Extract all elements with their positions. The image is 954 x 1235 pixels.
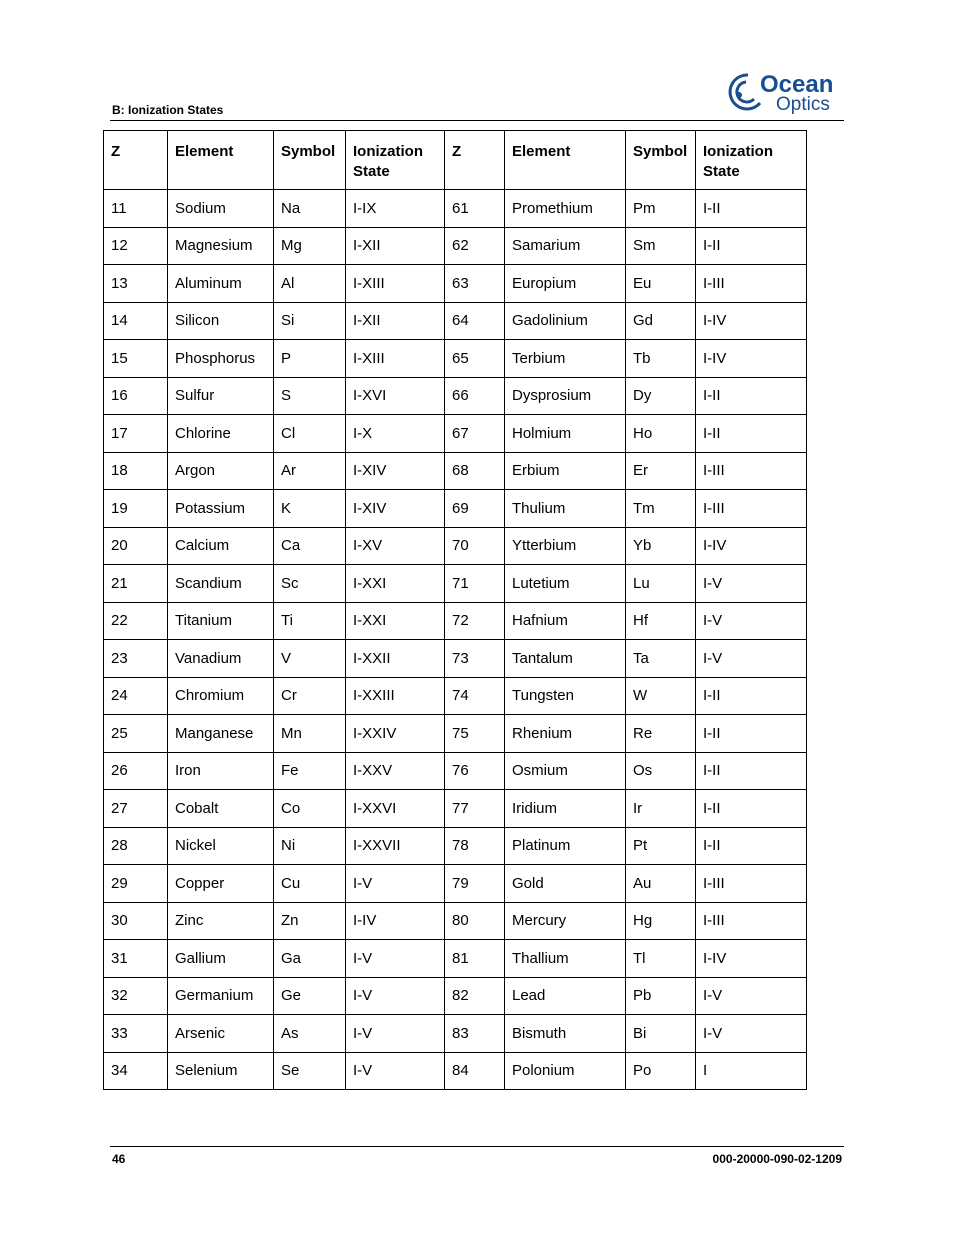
table-cell: Iron	[168, 752, 274, 790]
table-cell: I-III	[696, 265, 807, 303]
table-cell: I-XXI	[346, 565, 445, 603]
table-cell: Mn	[274, 715, 346, 753]
table-cell: Hg	[626, 902, 696, 940]
table-cell: 77	[445, 790, 505, 828]
table-cell: 70	[445, 527, 505, 565]
table-row	[104, 602, 807, 640]
table-row	[104, 790, 807, 828]
table-cell: Na	[274, 190, 346, 228]
table-cell: Ir	[626, 790, 696, 828]
table-cell: 26	[104, 752, 168, 790]
table-cell: 82	[445, 977, 505, 1015]
table-cell: S	[274, 377, 346, 415]
table-cell: Gadolinium	[505, 302, 626, 340]
table-cell: Tungsten	[505, 677, 626, 715]
table-cell: I-III	[696, 452, 807, 490]
table-row	[104, 452, 807, 490]
table-cell: I-IX	[346, 190, 445, 228]
table-cell: 67	[445, 415, 505, 453]
table-cell: Lead	[505, 977, 626, 1015]
table-cell: I-IV	[696, 302, 807, 340]
table-cell: Iridium	[505, 790, 626, 828]
column-header: Ionization State	[346, 131, 445, 190]
table-cell: I-XXI	[346, 602, 445, 640]
table-cell: 12	[104, 227, 168, 265]
table-row	[104, 377, 807, 415]
table-row	[104, 490, 807, 528]
table-cell: Pb	[626, 977, 696, 1015]
table-cell: 28	[104, 827, 168, 865]
table-cell: Dy	[626, 377, 696, 415]
column-header: Z	[445, 131, 505, 190]
table-cell: Arsenic	[168, 1015, 274, 1053]
table-cell: I-XXV	[346, 752, 445, 790]
table-row	[104, 265, 807, 303]
table-cell: Scandium	[168, 565, 274, 603]
table-cell: 68	[445, 452, 505, 490]
table-cell: I-III	[696, 902, 807, 940]
ocean-optics-logo	[726, 70, 846, 116]
table-row	[104, 415, 807, 453]
table-row	[104, 715, 807, 753]
table-cell: Pm	[626, 190, 696, 228]
table-cell: Ho	[626, 415, 696, 453]
table-cell: Si	[274, 302, 346, 340]
table-cell: Germanium	[168, 977, 274, 1015]
table-cell: 69	[445, 490, 505, 528]
column-header: Symbol	[274, 131, 346, 190]
table-cell: I-III	[696, 865, 807, 903]
table-cell: I-V	[346, 977, 445, 1015]
table-cell: I-II	[696, 752, 807, 790]
table-cell: 32	[104, 977, 168, 1015]
table-cell: 30	[104, 902, 168, 940]
table-cell: Tb	[626, 340, 696, 378]
column-header: Ionization State	[696, 131, 807, 190]
table-cell: Sulfur	[168, 377, 274, 415]
table-cell: I-IV	[696, 340, 807, 378]
table-row	[104, 902, 807, 940]
table-cell: Ti	[274, 602, 346, 640]
table-cell: I-X	[346, 415, 445, 453]
table-cell: I-XVI	[346, 377, 445, 415]
table-cell: Manganese	[168, 715, 274, 753]
table-cell: Bismuth	[505, 1015, 626, 1053]
table-cell: I-XXVII	[346, 827, 445, 865]
table-cell: Magnesium	[168, 227, 274, 265]
table-cell: Ta	[626, 640, 696, 678]
table-cell: 73	[445, 640, 505, 678]
table-cell: I-V	[696, 640, 807, 678]
table-cell: 65	[445, 340, 505, 378]
table-row	[104, 527, 807, 565]
table-row	[104, 227, 807, 265]
table-cell: Au	[626, 865, 696, 903]
table-cell: Thallium	[505, 940, 626, 978]
table-cell: Tantalum	[505, 640, 626, 678]
table-cell: I-XIV	[346, 490, 445, 528]
table-row	[104, 190, 807, 228]
table-cell: I-II	[696, 227, 807, 265]
table-cell: Cl	[274, 415, 346, 453]
table-cell: 27	[104, 790, 168, 828]
table-cell: 62	[445, 227, 505, 265]
table-cell: Europium	[505, 265, 626, 303]
table-cell: Osmium	[505, 752, 626, 790]
document-number: 000-20000-090-02-1209	[712, 1152, 842, 1166]
table-cell: I-II	[696, 190, 807, 228]
ionization-table	[103, 130, 807, 1090]
svg-text:Ocean: Ocean	[760, 71, 834, 98]
table-cell: I-XIII	[346, 340, 445, 378]
table-cell: Sodium	[168, 190, 274, 228]
table-cell: I-IV	[346, 902, 445, 940]
table-cell: K	[274, 490, 346, 528]
table-row	[104, 677, 807, 715]
table-cell: I-IV	[696, 527, 807, 565]
table-cell: Sc	[274, 565, 346, 603]
table-cell: Potassium	[168, 490, 274, 528]
table-cell: Yb	[626, 527, 696, 565]
table-cell: Cr	[274, 677, 346, 715]
table-cell: 18	[104, 452, 168, 490]
table-cell: I-IV	[696, 940, 807, 978]
table-cell: 80	[445, 902, 505, 940]
table-cell: Vanadium	[168, 640, 274, 678]
table-cell: Promethium	[505, 190, 626, 228]
table-cell: 61	[445, 190, 505, 228]
table-cell: 78	[445, 827, 505, 865]
table-cell: Mercury	[505, 902, 626, 940]
table-cell: Argon	[168, 452, 274, 490]
table-cell: Hafnium	[505, 602, 626, 640]
page-number: 46	[112, 1152, 126, 1166]
table-cell: Bi	[626, 1015, 696, 1053]
table-cell: As	[274, 1015, 346, 1053]
table-cell: Ga	[274, 940, 346, 978]
table-row	[104, 1052, 807, 1090]
table-cell: Lutetium	[505, 565, 626, 603]
table-cell: Er	[626, 452, 696, 490]
table-row	[104, 865, 807, 903]
table-cell: Gold	[505, 865, 626, 903]
table-cell: Aluminum	[168, 265, 274, 303]
table-cell: Se	[274, 1052, 346, 1090]
table-cell: Mg	[274, 227, 346, 265]
table-cell: 81	[445, 940, 505, 978]
table-cell: 14	[104, 302, 168, 340]
table-cell: I-XXIII	[346, 677, 445, 715]
table-cell: Ar	[274, 452, 346, 490]
table-cell: Gallium	[168, 940, 274, 978]
table-cell: Erbium	[505, 452, 626, 490]
table-cell: Os	[626, 752, 696, 790]
table-cell: Cu	[274, 865, 346, 903]
table-cell: Lu	[626, 565, 696, 603]
table-row	[104, 827, 807, 865]
table-cell: 25	[104, 715, 168, 753]
table-cell: I-V	[346, 940, 445, 978]
table-row	[104, 1015, 807, 1053]
table-cell: I-XII	[346, 227, 445, 265]
table-cell: Tm	[626, 490, 696, 528]
table-cell: 79	[445, 865, 505, 903]
table-cell: Thulium	[505, 490, 626, 528]
table-cell: 11	[104, 190, 168, 228]
table-cell: 64	[445, 302, 505, 340]
table-cell: Al	[274, 265, 346, 303]
table-row	[104, 977, 807, 1015]
table-cell: 13	[104, 265, 168, 303]
table-cell: I-III	[696, 490, 807, 528]
table-cell: Holmium	[505, 415, 626, 453]
table-cell: 31	[104, 940, 168, 978]
table-cell: Pt	[626, 827, 696, 865]
footer-divider	[110, 1146, 844, 1147]
table-cell: 72	[445, 602, 505, 640]
table-cell: I-XV	[346, 527, 445, 565]
table-cell: Sm	[626, 227, 696, 265]
table-row	[104, 340, 807, 378]
table-row	[104, 565, 807, 603]
table-cell: 74	[445, 677, 505, 715]
table-cell: I-II	[696, 715, 807, 753]
table-cell: Cobalt	[168, 790, 274, 828]
table-cell: Polonium	[505, 1052, 626, 1090]
table-cell: 23	[104, 640, 168, 678]
table-cell: Calcium	[168, 527, 274, 565]
table-cell: Po	[626, 1052, 696, 1090]
column-header: Symbol	[626, 131, 696, 190]
table-cell: Chlorine	[168, 415, 274, 453]
table-cell: 71	[445, 565, 505, 603]
table-cell: I-II	[696, 415, 807, 453]
table-cell: Platinum	[505, 827, 626, 865]
table-cell: 76	[445, 752, 505, 790]
table-cell: Ge	[274, 977, 346, 1015]
table-cell: I-XXVI	[346, 790, 445, 828]
table-cell: I-II	[696, 790, 807, 828]
table-cell: 16	[104, 377, 168, 415]
table-cell: 22	[104, 602, 168, 640]
table-cell: 75	[445, 715, 505, 753]
table-cell: Selenium	[168, 1052, 274, 1090]
table-cell: 15	[104, 340, 168, 378]
table-cell: I-XIII	[346, 265, 445, 303]
table-row	[104, 640, 807, 678]
table-cell: I-XIV	[346, 452, 445, 490]
table-cell: Ytterbium	[505, 527, 626, 565]
table-cell: Dysprosium	[505, 377, 626, 415]
table-cell: 83	[445, 1015, 505, 1053]
table-cell: 34	[104, 1052, 168, 1090]
table-cell: Phosphorus	[168, 340, 274, 378]
table-cell: Copper	[168, 865, 274, 903]
table-cell: I	[696, 1052, 807, 1090]
table-cell: I-V	[696, 977, 807, 1015]
table-cell: Terbium	[505, 340, 626, 378]
table-cell: Re	[626, 715, 696, 753]
table-cell: 20	[104, 527, 168, 565]
table-cell: Silicon	[168, 302, 274, 340]
table-cell: I-XXII	[346, 640, 445, 678]
table-cell: Chromium	[168, 677, 274, 715]
table-cell: 21	[104, 565, 168, 603]
table-cell: 84	[445, 1052, 505, 1090]
table-cell: Zn	[274, 902, 346, 940]
table-cell: Hf	[626, 602, 696, 640]
section-title: B: Ionization States	[112, 103, 224, 117]
table-cell: Zinc	[168, 902, 274, 940]
table-cell: Nickel	[168, 827, 274, 865]
table-cell: I-V	[346, 1015, 445, 1053]
table-cell: Co	[274, 790, 346, 828]
table-cell: I-V	[346, 865, 445, 903]
table-cell: I-V	[696, 1015, 807, 1053]
table-cell: I-V	[346, 1052, 445, 1090]
table-cell: P	[274, 340, 346, 378]
table-header-row	[104, 131, 807, 190]
column-header: Z	[104, 131, 168, 190]
table-cell: Ca	[274, 527, 346, 565]
table-cell: W	[626, 677, 696, 715]
table-cell: Gd	[626, 302, 696, 340]
table-cell: 63	[445, 265, 505, 303]
table-cell: I-II	[696, 377, 807, 415]
table-cell: 24	[104, 677, 168, 715]
table-cell: 33	[104, 1015, 168, 1053]
table-cell: I-V	[696, 602, 807, 640]
table-row	[104, 302, 807, 340]
column-header: Element	[505, 131, 626, 190]
table-cell: Eu	[626, 265, 696, 303]
table-cell: Tl	[626, 940, 696, 978]
table-row	[104, 940, 807, 978]
column-header: Element	[168, 131, 274, 190]
table-cell: I-XXIV	[346, 715, 445, 753]
table-cell: V	[274, 640, 346, 678]
table-row	[104, 752, 807, 790]
table-cell: I-V	[696, 565, 807, 603]
table-cell: I-XII	[346, 302, 445, 340]
table-cell: 19	[104, 490, 168, 528]
svg-text:Optics: Optics	[776, 94, 830, 115]
table-cell: 29	[104, 865, 168, 903]
table-cell: Samarium	[505, 227, 626, 265]
table-cell: I-II	[696, 677, 807, 715]
table-cell: Fe	[274, 752, 346, 790]
table-cell: Ni	[274, 827, 346, 865]
table-cell: Titanium	[168, 602, 274, 640]
table-cell: Rhenium	[505, 715, 626, 753]
table-cell: I-II	[696, 827, 807, 865]
header-divider	[110, 120, 844, 121]
table-cell: 17	[104, 415, 168, 453]
table-cell: 66	[445, 377, 505, 415]
